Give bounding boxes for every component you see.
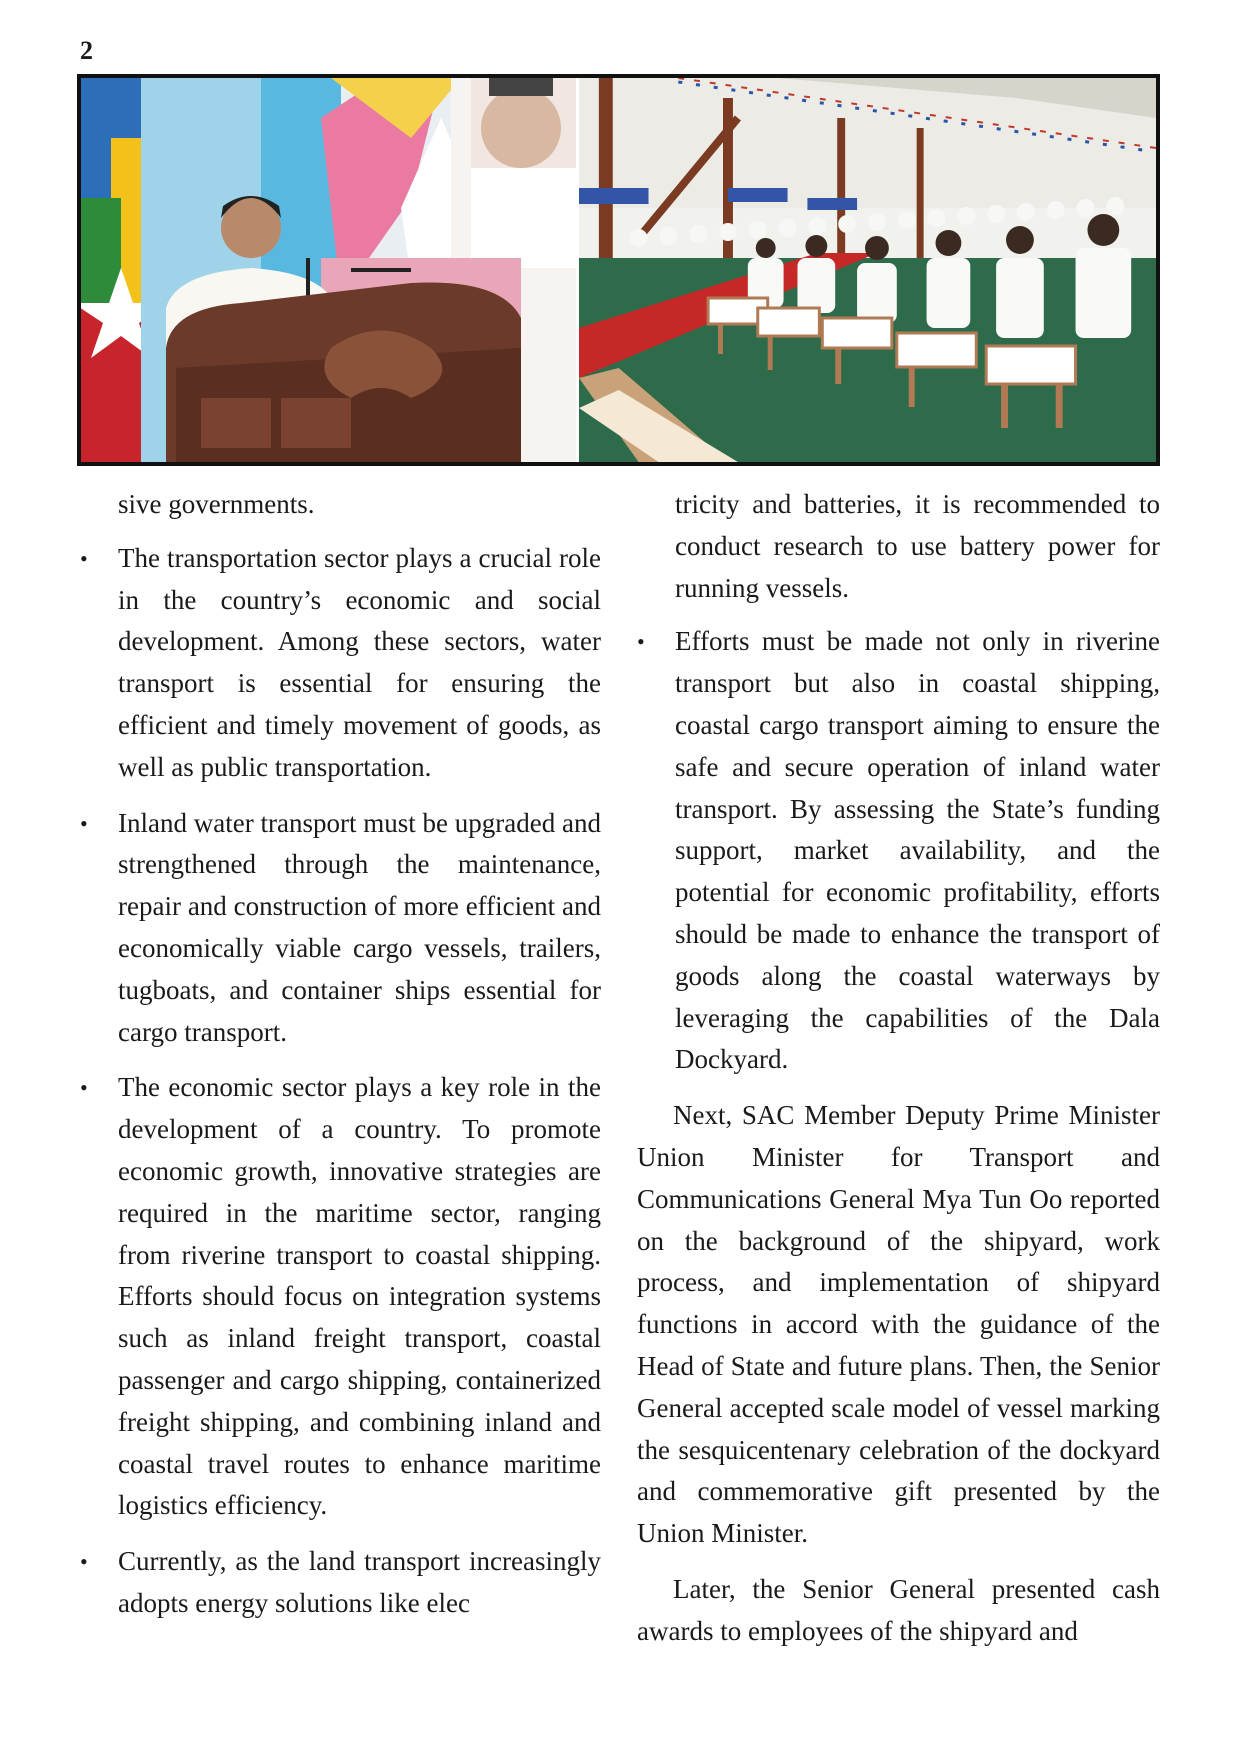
bullet-text: Efforts must be made not only in riverine transport but also in coastal shipping, coastal cargo transport aiming to ensure the safe and secure operation of inland water transport. By assessing the State’s funding support, market availability, and the potential for economic profitability, efforts should be made to enhance the transport of goods along the coastal waterways by leveraging the capabilities of the Dala Dockyard. <box>675 626 1160 1075</box>
bullet-item <box>80 1541 601 1625</box>
bullet-item <box>637 621 1160 1081</box>
bullet-dot-icon: • <box>80 545 88 571</box>
bullet-item <box>80 1067 601 1527</box>
body-paragraph: Next, SAC Member Deputy Prime Minister Union Minister for Transport and Communications General Mya Tun Oo reported on the background of the shipyard, work process, and implementation of shipyard functions in accord with the guidance of the Head of State and future plans. Then, the Senior General accepted scale model of vessel marking the sesquicentenary celebration of the dockyard and commemorative gift presented by the Union Minister. <box>637 1100 1160 1549</box>
continued-text: tricity and batteries, it is recommended to conduct research to use battery power for running vessels. <box>675 489 1160 603</box>
bullet-item <box>80 803 601 1054</box>
bullet-dot-icon: • <box>637 629 645 655</box>
page-number: 2 <box>80 36 93 65</box>
bullet-dot-icon: • <box>80 1075 88 1101</box>
bullet-text: The transportation sector plays a crucial role in the country’s economic and social development. Among these sectors, water transport is essential for ensuring the efficient and timely movement of goods, as well as public transportation. <box>118 542 601 782</box>
speaker-photo-illustration <box>81 78 576 462</box>
bullet-item <box>80 538 601 789</box>
right-column <box>637 484 1160 1667</box>
body-paragraph: Later, the Senior General presented cash awards to employees of the shipyard and <box>637 1573 1160 1646</box>
left-column <box>80 484 601 1639</box>
bullet-text: The economic sector plays a key role in the development of a country. To promote economic growth, innovative strategies are required in the maritime sector, ranging from riverine transport to coastal shipping. Efforts should focus on integration systems such as inland freight transport, coastal passenger and cargo shipping, containerized freight shipping, and combining inland and coastal travel routes to enhance maritime logistics efficiency. <box>118 1072 601 1521</box>
bullet-dot-icon: • <box>80 1549 88 1575</box>
bullet-text: Inland water transport must be upgraded and strengthened through the maintenance, repair and construction of more efficient and economically viable cargo vessels, trailers, tugboats, and container ships essential for cargo transport. <box>118 807 601 1047</box>
audience-photo-illustration <box>579 78 1156 462</box>
photo-banner <box>77 74 1160 466</box>
bullet-text: Currently, as the land transport increasingly adopts energy solutions like elec <box>118 1546 601 1618</box>
bullet-dot-icon: • <box>80 810 88 836</box>
seated-audience-photo <box>579 78 1156 462</box>
speaker-at-podium-photo <box>81 78 579 462</box>
continued-text: sive governments. <box>118 489 315 519</box>
